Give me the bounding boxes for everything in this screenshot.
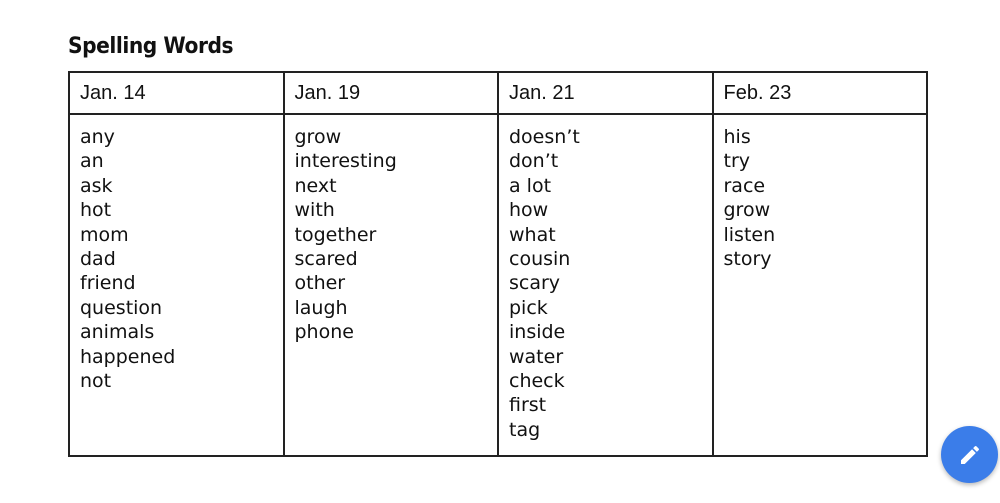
list-item: his <box>723 126 751 148</box>
list-item: try <box>723 150 751 173</box>
table-row <box>69 114 927 456</box>
column-header-date: Feb. 23 <box>713 72 928 114</box>
word-list-cell <box>69 114 284 456</box>
list-item: mom <box>80 223 129 246</box>
word-list <box>724 125 927 271</box>
list-item: story <box>723 248 772 271</box>
list-item: cousin <box>509 248 571 271</box>
list-item: pick <box>509 296 548 319</box>
table-header-row <box>69 72 927 114</box>
list-item: inside <box>509 321 566 344</box>
word-list <box>509 125 712 442</box>
list-item: other <box>294 272 346 295</box>
list-item: hot <box>80 199 112 222</box>
list-item: water <box>509 345 564 368</box>
list-item: don’t <box>509 150 559 173</box>
word-list-cell <box>284 114 499 456</box>
list-item: what <box>509 223 556 246</box>
list-item: check <box>509 370 565 393</box>
list-item: first <box>509 394 547 417</box>
pencil-icon <box>958 443 982 467</box>
list-item: not <box>80 370 112 393</box>
list-item: question <box>80 296 163 319</box>
list-item: happened <box>80 345 176 368</box>
edit-fab-button[interactable] <box>941 426 998 483</box>
list-item: grow <box>294 126 342 148</box>
list-item: scary <box>509 272 561 295</box>
list-item: with <box>294 199 335 222</box>
list-item: friend <box>80 272 136 295</box>
list-item: race <box>723 174 766 197</box>
list-item: how <box>509 199 549 222</box>
list-item: tag <box>509 418 541 441</box>
list-item: phone <box>294 321 354 344</box>
list-item: grow <box>723 199 771 222</box>
column-header-date: Jan. 14 <box>69 72 284 114</box>
list-item: scared <box>294 248 358 271</box>
list-item: laugh <box>294 296 348 319</box>
list-item: listen <box>723 223 776 246</box>
list-item: an <box>80 150 104 173</box>
list-item: any <box>80 126 115 148</box>
list-item: together <box>294 223 377 246</box>
list-item: a lot <box>509 174 552 197</box>
list-item: interesting <box>294 150 397 173</box>
list-item: doesn’t <box>509 126 580 148</box>
word-list <box>295 125 498 345</box>
list-item: next <box>294 174 337 197</box>
list-item: ask <box>80 174 113 197</box>
list-item: dad <box>80 248 116 271</box>
word-list-cell <box>713 114 928 456</box>
word-list <box>80 125 283 393</box>
column-header-date: Jan. 21 <box>498 72 713 114</box>
list-item: animals <box>80 321 155 344</box>
column-header-date: Jan. 19 <box>284 72 499 114</box>
document-title: Spelling Words <box>68 34 234 59</box>
word-list-cell <box>498 114 713 456</box>
spelling-words-table <box>68 71 928 457</box>
